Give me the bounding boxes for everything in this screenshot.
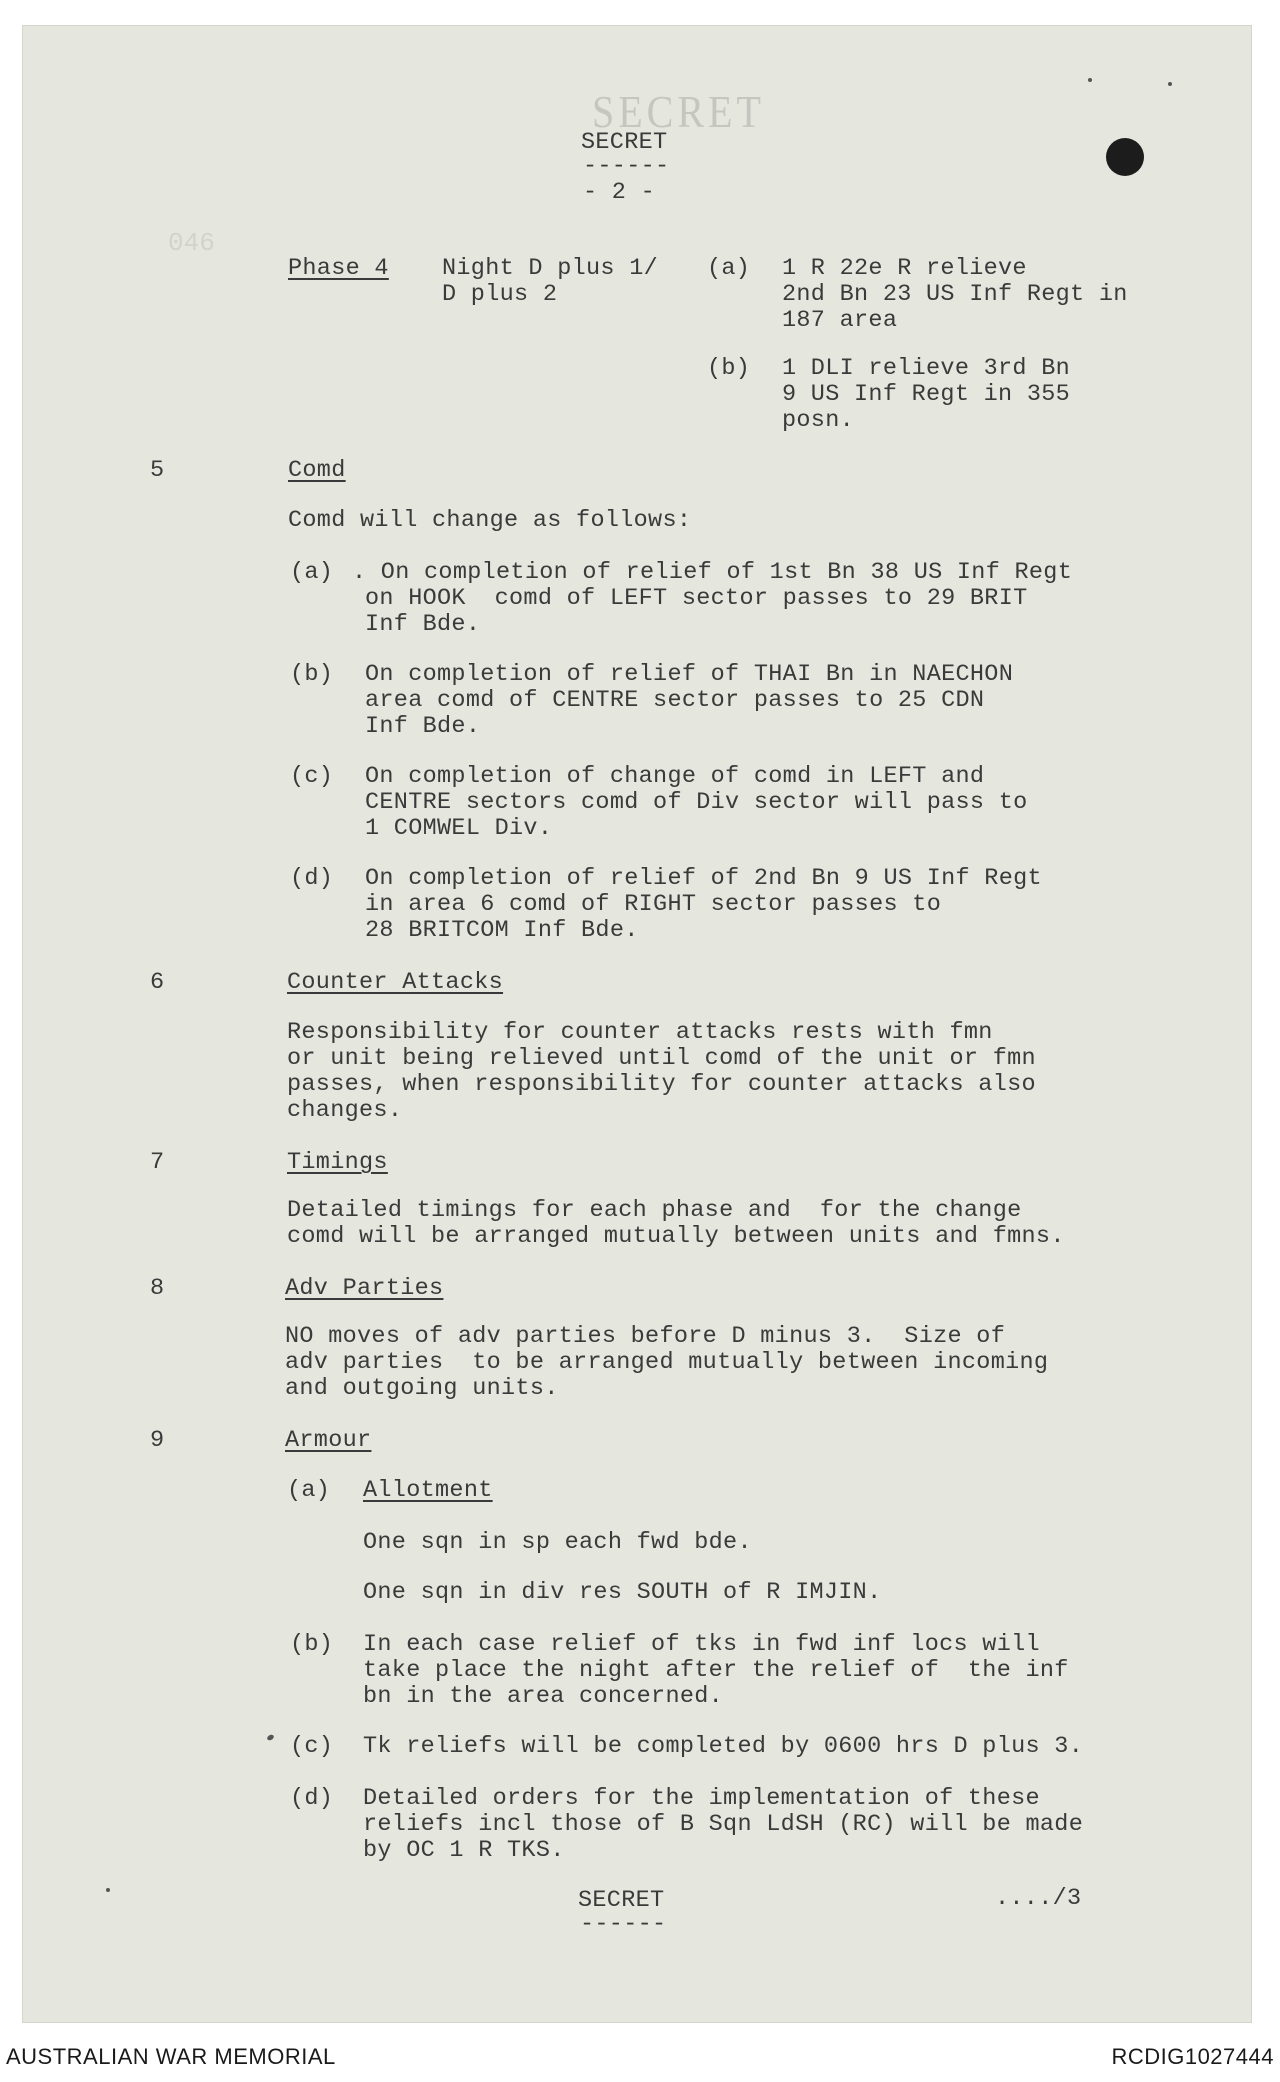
section-title: Counter Attacks — [287, 969, 504, 996]
faint-mark: 046 — [168, 228, 215, 258]
paragraph-line: comd will be arranged mutually between units and fmns. — [287, 1223, 1065, 1250]
list-item-line: . On completion of relief of 1st Bn 38 US Inf Regt — [352, 559, 1073, 586]
list-marker: (a) — [290, 559, 334, 586]
paragraph-line: Responsibility for counter attacks rests with fmn — [287, 1019, 993, 1046]
paragraph-line: changes. — [287, 1097, 403, 1124]
list-marker: (c) — [290, 1733, 334, 1760]
list-item-line: by OC 1 R TKS. — [363, 1837, 565, 1864]
section-number: 8 — [150, 1275, 165, 1302]
list-item-line: 2nd Bn 23 US Inf Regt in — [782, 281, 1128, 308]
list-item-line: posn. — [782, 407, 855, 434]
section-title: Adv Parties — [285, 1275, 444, 1302]
archive-reference: RCDIG1027444 — [1111, 2044, 1274, 2069]
list-item-line: Inf Bde. — [365, 611, 481, 638]
secret-stamp-ghost: SECRET — [592, 85, 765, 138]
list-item-line: 1 COMWEL Div. — [365, 815, 553, 842]
section-number: 6 — [150, 969, 165, 996]
punch-hole — [1106, 138, 1144, 176]
section-title: Armour — [285, 1427, 372, 1454]
list-marker: (b) — [290, 661, 334, 688]
phase-label: Phase 4 — [288, 255, 389, 282]
paragraph-line: or unit being relieved until comd of the unit or fmn — [287, 1045, 1036, 1072]
list-item-line: reliefs incl those of B Sqn LdSH (RC) will be made — [363, 1811, 1084, 1838]
section-title: Comd — [288, 457, 346, 484]
list-marker: (a) — [707, 255, 751, 282]
paragraph-line: One sqn in div res SOUTH of R IMJIN. — [363, 1579, 882, 1606]
paragraph-line: and outgoing units. — [285, 1375, 559, 1402]
section-number: 7 — [150, 1149, 165, 1176]
list-item-line: 9 US Inf Regt in 355 — [782, 381, 1071, 408]
subsection-title: Allotment — [363, 1477, 493, 1504]
continuation-marker: ..../3 — [995, 1885, 1082, 1912]
phase-time: Night D plus 1/ — [442, 255, 659, 282]
list-item-line: on HOOK comd of LEFT sector passes to 29 BRIT — [365, 585, 1028, 612]
paragraph-line: adv parties to be arranged mutually between incoming — [285, 1349, 1049, 1376]
paragraph-line: One sqn in sp each fwd bde. — [363, 1529, 752, 1556]
list-item-line: CENTRE sectors comd of Div sector will pass to — [365, 789, 1028, 816]
paragraph-line: passes, when responsibility for counter attacks also — [287, 1071, 1036, 1098]
list-item-line: 187 area — [782, 307, 898, 334]
list-item-line: take place the night after the relief of the inf — [363, 1657, 1069, 1684]
section-number: 9 — [150, 1427, 165, 1454]
list-marker: (b) — [290, 1631, 334, 1658]
list-item-line: On completion of relief of 2nd Bn 9 US Inf Regt — [365, 865, 1042, 892]
speck — [1088, 78, 1092, 82]
section-intro: Comd will change as follows: — [288, 507, 692, 534]
header-classification: SECRET — [581, 129, 668, 156]
footer-rule: ------ — [580, 1911, 667, 1938]
list-marker: (d) — [290, 1785, 334, 1812]
list-marker: (d) — [290, 865, 334, 892]
list-item-line: In each case relief of tks in fwd inf locs will — [363, 1631, 1040, 1658]
archive-institution: AUSTRALIAN WAR MEMORIAL — [6, 2044, 336, 2069]
list-item-line: Inf Bde. — [365, 713, 481, 740]
speck — [1168, 82, 1172, 86]
list-item-line: On completion of relief of THAI Bn in NAECHON — [365, 661, 1014, 688]
list-marker: (c) — [290, 763, 334, 790]
page-number: - 2 - — [583, 179, 656, 206]
section-number: 5 — [150, 457, 165, 484]
list-item-line: On completion of change of comd in LEFT and — [365, 763, 985, 790]
list-marker: (a) — [287, 1477, 331, 1504]
list-item-line: 1 R 22e R relieve — [782, 255, 1027, 282]
list-item-line: in area 6 comd of RIGHT sector passes to — [365, 891, 942, 918]
paragraph-line: Detailed timings for each phase and for the change — [287, 1197, 1022, 1224]
section-title: Timings — [287, 1149, 388, 1176]
list-item-line: bn in the area concerned. — [363, 1683, 724, 1710]
header-rule: ------ — [583, 153, 670, 180]
list-item-line: 28 BRITCOM Inf Bde. — [365, 917, 639, 944]
list-item-line: 1 DLI relieve 3rd Bn — [782, 355, 1071, 382]
speck — [106, 1888, 110, 1892]
phase-time: D plus 2 — [442, 281, 558, 308]
paragraph-line: NO moves of adv parties before D minus 3. Size of — [285, 1323, 1006, 1350]
list-item-line: area comd of CENTRE sector passes to 25 CDN — [365, 687, 985, 714]
list-marker: (b) — [707, 355, 751, 382]
footer-classification: SECRET — [578, 1887, 665, 1914]
list-item-line: Tk reliefs will be completed by 0600 hrs D plus 3. — [363, 1733, 1084, 1760]
list-item-line: Detailed orders for the implementation of these — [363, 1785, 1040, 1812]
